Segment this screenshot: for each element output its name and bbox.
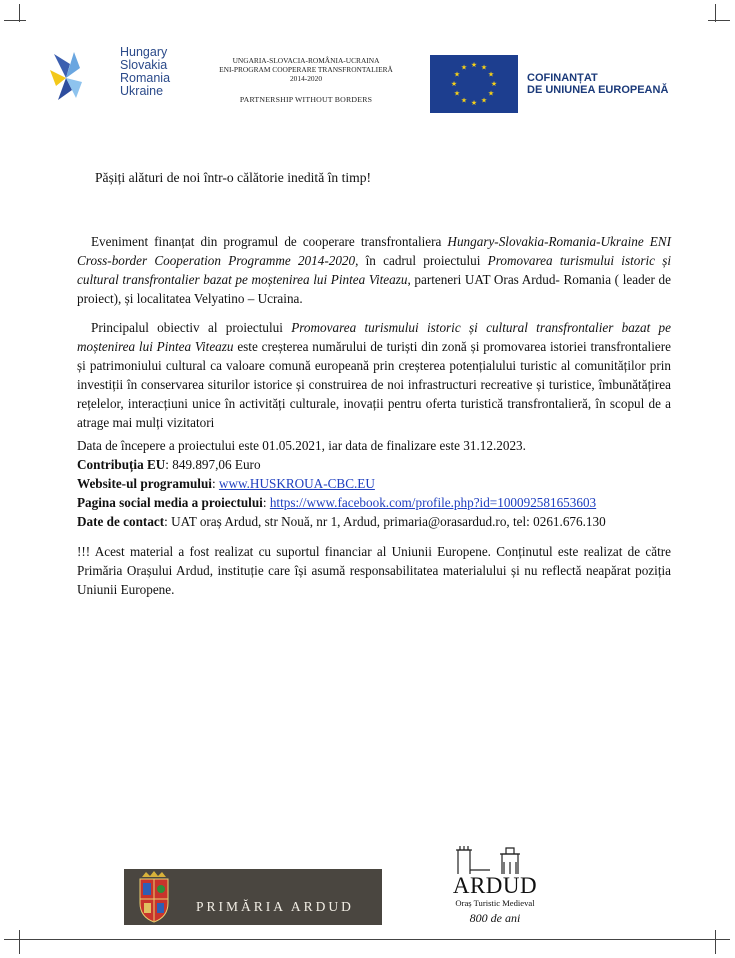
logo-line-slovakia: Slovakia bbox=[120, 58, 168, 72]
p1-project-name: Promovarea turismului istoric și cultural transfrontalier bazat pe moștenirea lui Pintea Viteazu bbox=[77, 253, 672, 287]
castle-towers-icon bbox=[440, 840, 550, 876]
eu-stars-icon bbox=[430, 55, 518, 113]
project-facts bbox=[77, 436, 677, 531]
p2-text-2: este creșterea numărului de turiști din zonă și promovarea istoriei transfrontaliere și patrimoniului cultural ca valoare comună europeană prin creșterea potențialului turistic al comunităților prin investiții în conservarea siturilor istorice și construirea de noi infrastructuri recreative și turistice, îmbunătățirea rețelelor, interacțiuni unice în activități culturale, inovații pentru oferta turistică transfrontalieră, în scopul de a atrage mai mulți vizitatori bbox=[77, 339, 671, 430]
eu-flag bbox=[430, 55, 518, 113]
svg-text:★: ★ bbox=[487, 89, 495, 98]
ardud-name: ARDUD bbox=[452, 873, 538, 898]
programme-website-link[interactable]: www.HUSKROUA-CBC.EU bbox=[218, 476, 375, 491]
svg-text:★: ★ bbox=[490, 80, 498, 88]
p1-text-1: Eveniment finanțat din programul de cooperare transfrontaliera bbox=[91, 234, 448, 249]
social-media-link[interactable]: https://www.facebook.com/profile.php?id=100092581653603 bbox=[269, 495, 597, 510]
project-dates: Data de începere a proiectului este 01.05.2021, iar data de finalizare este 31.12.2023. bbox=[77, 438, 526, 453]
programme-website bbox=[77, 474, 677, 493]
p2-project-name: Promovarea turismului istoric și cultural transfrontalier bazat pe moștenirea lui Pintea Viteazu bbox=[77, 320, 671, 354]
headline: Pășiți alături de noi într-o călătorie inedită în timp! bbox=[95, 170, 372, 185]
svg-text:★: ★ bbox=[453, 89, 461, 98]
primaria-ardud-label: PRIMĂRIA ARDUD bbox=[196, 899, 354, 914]
eu-contribution bbox=[77, 455, 677, 474]
hsru-programme-logo bbox=[48, 46, 188, 110]
programme-website-sep: : bbox=[211, 476, 219, 491]
social-media-label: Pagina social media a proiectului bbox=[77, 495, 263, 510]
svg-text:★: ★ bbox=[453, 70, 461, 79]
social-media bbox=[77, 493, 677, 512]
crop-mark-bottom-left bbox=[19, 930, 20, 954]
svg-text:★: ★ bbox=[480, 63, 488, 72]
programme-title bbox=[184, 56, 428, 104]
programme-website-label: Website-ul programului bbox=[77, 476, 212, 491]
svg-text:★: ★ bbox=[487, 70, 495, 79]
eu-contribution-value: : 849.897,06 Euro bbox=[165, 457, 261, 472]
svg-text:★: ★ bbox=[470, 61, 478, 69]
svg-text:★: ★ bbox=[450, 80, 458, 88]
bottom-rule bbox=[19, 939, 716, 940]
p1-text-2: , în cadrul proiectului bbox=[355, 253, 488, 268]
ardud-coat-of-arms-icon bbox=[124, 869, 184, 925]
contact-value: : UAT oraș Ardud, str Nouă, nr 1, Ardud, primaria@orasardud.ro, tel: 0261.676.130 bbox=[164, 514, 606, 529]
svg-text:★: ★ bbox=[480, 96, 488, 105]
eu-contribution-label: Contribuția EU bbox=[77, 457, 166, 472]
contact-label: Date de contact bbox=[77, 514, 165, 529]
ardud-anniversary: 800 de ani bbox=[469, 911, 521, 925]
document-header bbox=[0, 0, 735, 130]
svg-text:★: ★ bbox=[460, 63, 468, 72]
social-media-sep: : bbox=[262, 495, 270, 510]
contact-details bbox=[77, 512, 677, 531]
p1-programme-name: Hungary-Slovakia-Romania-Ukraine ENI Cross-border Cooperation Programme 2014-2020 bbox=[77, 234, 671, 268]
programme-tagline: PARTNERSHIP WITHOUT BORDERS bbox=[239, 95, 373, 104]
eu-cofinanced-label bbox=[527, 72, 668, 96]
programme-line-1: UNGARIA-SLOVACIA-ROMÂNIA-UCRAINA bbox=[232, 56, 380, 65]
logo-line-hungary: Hungary bbox=[120, 45, 168, 59]
hsru-pinwheel-icon bbox=[48, 48, 84, 108]
eu-line-2: DE UNIUNEA EUROPEANĂ bbox=[527, 84, 669, 96]
paragraph-event bbox=[77, 232, 671, 308]
primaria-ardud-banner bbox=[124, 869, 382, 925]
eu-disclaimer: !!! Acest material a fost realizat cu suportul financiar al Uniunii Europene. Conținutul este realizat de către Primăria Orașului Ardud, instituție care își asumă responsabilitatea materialului și nu reflectă neapărat poziția Uniunii Europene. bbox=[77, 544, 671, 597]
hsru-logo-text bbox=[120, 46, 170, 98]
svg-text:★: ★ bbox=[470, 99, 478, 107]
p2-text-1: Principalul obiectiv al proiectului bbox=[91, 320, 292, 335]
svg-text:★: ★ bbox=[460, 96, 468, 105]
eu-line-1: COFINANȚAT bbox=[527, 72, 598, 84]
paragraph-objective bbox=[77, 318, 671, 432]
ardud-subtitle: Oraș Turistic Medieval bbox=[455, 898, 535, 908]
crop-mark-bottom-right bbox=[715, 930, 716, 954]
logo-line-romania: Romania bbox=[120, 71, 171, 85]
programme-line-3: 2014-2020 bbox=[289, 74, 323, 83]
logo-line-ukraine: Ukraine bbox=[120, 84, 164, 98]
programme-line-2: ENI-PROGRAM COOPERARE TRANSFRONTALIERĂ bbox=[219, 65, 393, 74]
p1-text-3: , parteneri UAT Oras Ardud- Romania ( leader de proiect), și localitatea Velyatino – Ucraina. bbox=[77, 272, 672, 306]
